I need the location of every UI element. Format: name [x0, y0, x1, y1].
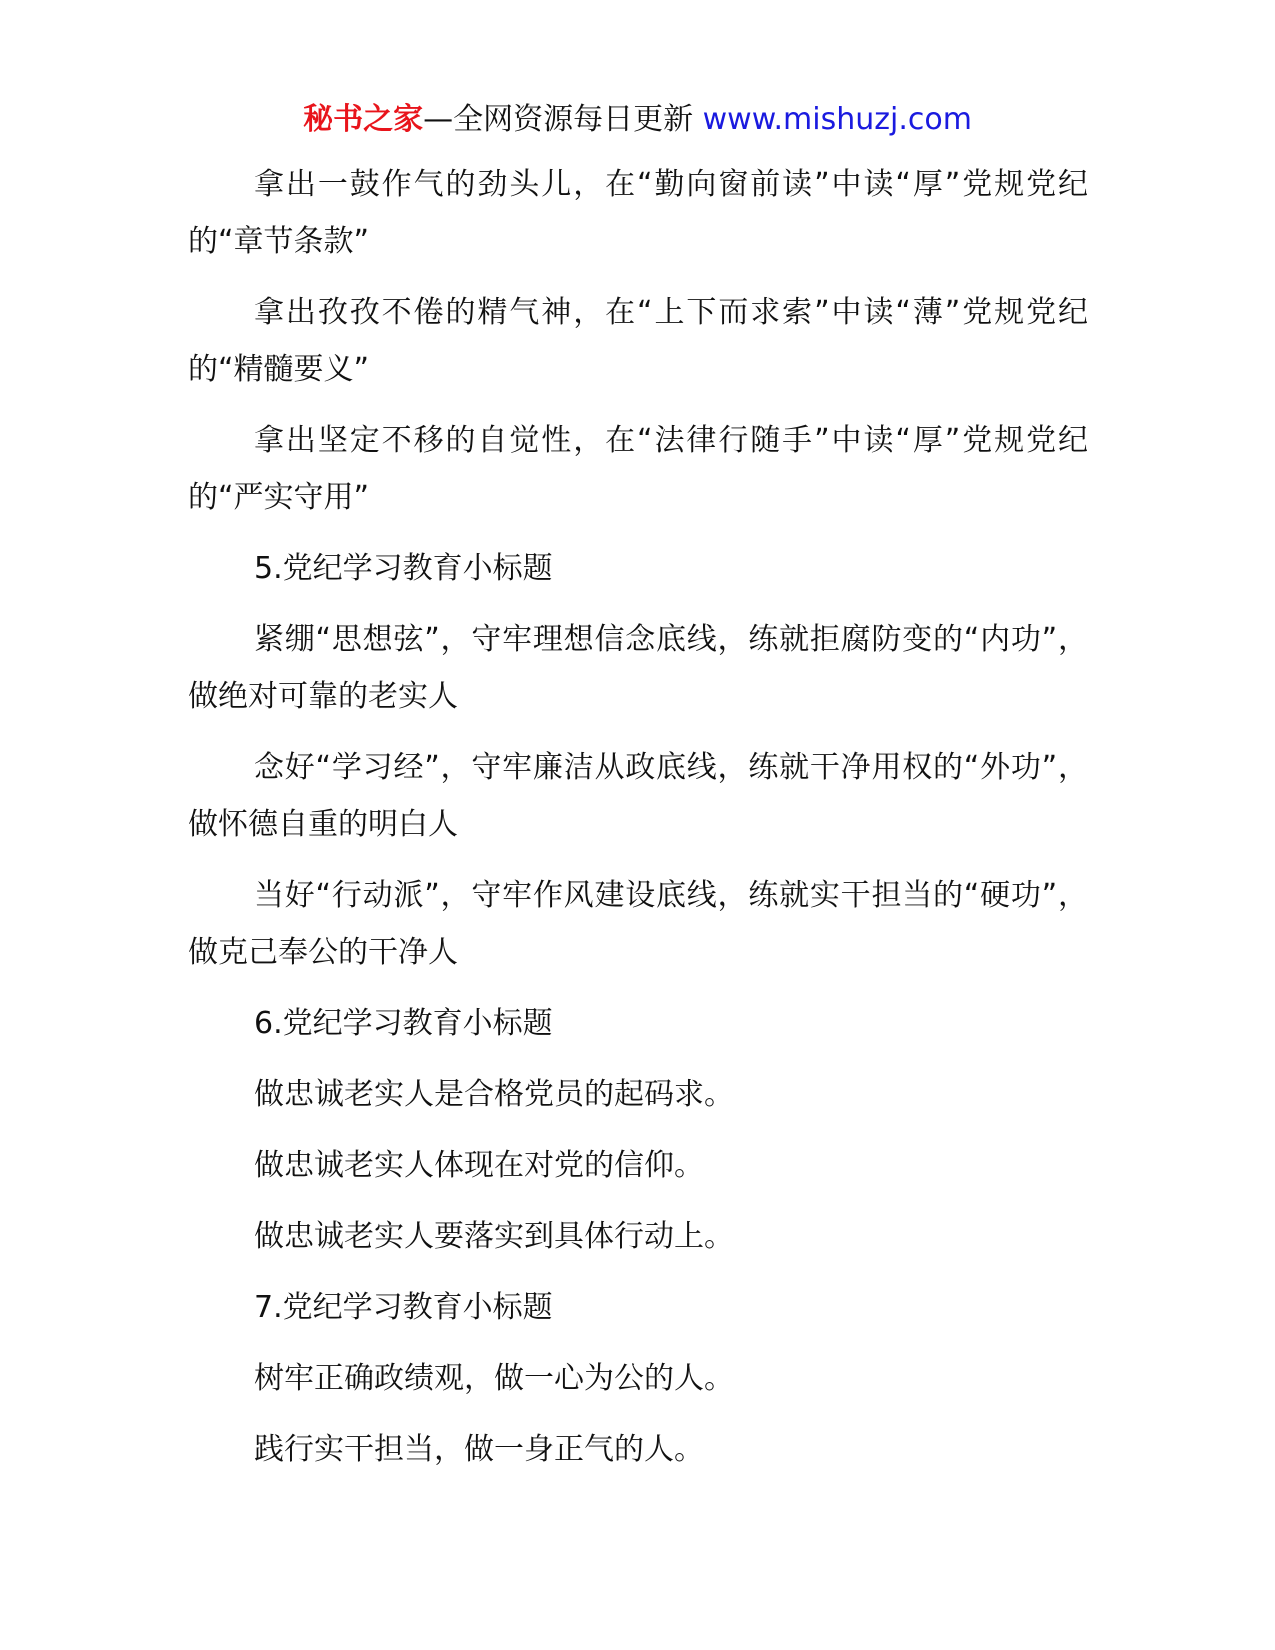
paragraph-4: 紧绷“思想弦”，守牢理想信念底线，练就拒腐防变的“内功”，做绝对可靠的老实人 — [188, 622, 1088, 714]
page-header — [0, 100, 1275, 140]
paragraph-8: 做忠诚老实人体现在对党的信仰。 — [254, 1148, 704, 1183]
section-heading-7: 7.党纪学习教育小标题 — [254, 1290, 553, 1325]
paragraph-10: 树牢正确政绩观，做一心为公的人。 — [254, 1361, 734, 1396]
section-heading-6: 6.党纪学习教育小标题 — [254, 1006, 553, 1041]
header-slogan: —全网资源每日更新 — [423, 102, 703, 137]
section-heading-5: 5.党纪学习教育小标题 — [254, 551, 553, 586]
website-link[interactable]: www.mishuzj.com — [702, 102, 972, 137]
paragraph-1: 拿出一鼓作气的劲头儿，在“勤向窗前读”中读“厚”党规党纪的“章节条款” — [188, 167, 1088, 259]
paragraph-9: 做忠诚老实人要落实到具体行动上。 — [254, 1219, 734, 1254]
document-body — [188, 156, 1088, 1492]
brand-name: 秘书之家 — [303, 102, 424, 137]
paragraph-3: 拿出坚定不移的自觉性，在“法律行随手”中读“厚”党规党纪的“严实守用” — [188, 423, 1088, 515]
paragraph-6: 当好“行动派”，守牢作风建设底线，练就实干担当的“硬功”，做克己奉公的干净人 — [188, 878, 1088, 970]
paragraph-7: 做忠诚老实人是合格党员的起码求。 — [254, 1077, 734, 1112]
paragraph-11: 践行实干担当，做一身正气的人。 — [254, 1432, 704, 1467]
paragraph-5: 念好“学习经”，守牢廉洁从政底线，练就干净用权的“外功”，做怀德自重的明白人 — [188, 750, 1088, 842]
paragraph-2: 拿出孜孜不倦的精气神，在“上下而求索”中读“薄”党规党纪的“精髓要义” — [188, 295, 1088, 387]
